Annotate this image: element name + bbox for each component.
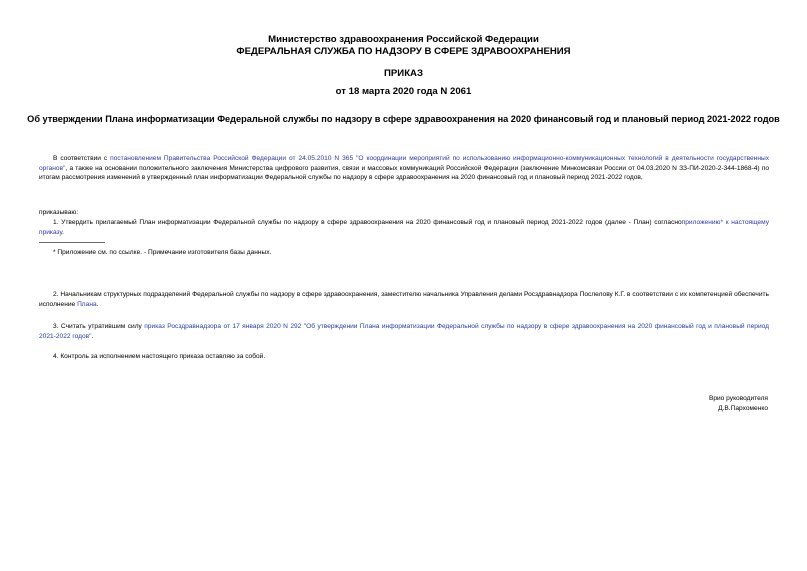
ministry-name: Министерство здравоохранения Российской Федерации	[268, 34, 539, 45]
item-2-text: 2. Начальникам структурных подразделений Федеральной службы по надзору в сфере здравоохранения, заместителю начальника Управления делами Росздравнадзора Послелову К.Г. в соответствии с их компетенцией обеспечить исполнение	[39, 291, 769, 308]
item-1-suffix: .	[62, 228, 64, 236]
paragraph-item-2	[39, 290, 769, 309]
preamble-suffix: , а также на основании положительного заключения Министерства цифрового развития, связи и массовых коммуникаций Российской Федерации (заключение Минкомсвязи России от 04.03.2020 N ЗЗ-ПИ-2020-2-344-1868-4) по итогам рассмотрения изменений в утвержденный план информатизации Федеральной службы по надзору в сфере здравоохранения на 2020 финансовый год и плановый период 2021-2022 годов,	[39, 164, 769, 182]
document-type: ПРИКАЗ	[384, 68, 423, 79]
document-title: Об утверждении Плана информатизации Федеральной службы по надзору в сфере здравоохранения на 2020 финансовый год и плановый период 2021-2022 годов	[27, 114, 780, 124]
item-3-suffix: .	[91, 332, 94, 340]
plan-link[interactable]: Плана	[77, 300, 97, 308]
item-2-suffix: .	[96, 300, 99, 308]
order-word: приказываю:	[39, 209, 79, 216]
item-1-text: 1. Утвердить прилагаемый План информатизации Федеральной службы по надзору в сфере здравоохранения на 2020 финансовый год и плановый период 2021-2022 годов (далее - План) согласно	[53, 219, 682, 226]
footnote: * Приложение см. по ссылке. - Примечание изготовителя базы данных.	[53, 249, 272, 256]
paragraph-item-1	[39, 218, 769, 237]
appendix-link[interactable]: приложению* к настоящему приказу	[39, 219, 770, 236]
paragraph-item-3	[39, 322, 769, 341]
signature-position: Врио руководителя	[708, 395, 768, 402]
service-name: ФЕДЕРАЛЬНАЯ СЛУЖБА ПО НАДЗОРУ В СФЕРЕ ЗДРАВООХРАНЕНИЯ	[236, 46, 571, 57]
resolution-link[interactable]: постановлением Правительства Российской Федерации от 24.05.2010 N 365 "О координации мероприятий по использованию информационно-коммуникационных технологий в деятельности государственных органов"	[39, 155, 769, 172]
item-3-text: 3. Считать утратившим силу	[53, 323, 145, 330]
preamble-prefix: В соответствии с	[53, 155, 111, 162]
signature-name: Д.В.Пархоменко	[718, 405, 768, 412]
previous-order-link[interactable]: приказ Росздравнадзора от 17 января 2020 N 292 "Об утверждении Плана информатизации Федеральной службы по надзору в сфере здравоохранения на 2020 финансовый год и плановый период 2021-2022 годов"	[39, 323, 769, 340]
document-date-number: от 18 марта 2020 года N 2061	[335, 86, 472, 97]
footnote-divider	[39, 242, 105, 243]
paragraph-preamble	[39, 154, 769, 183]
paragraph-item-4: 4. Контроль за исполнением настоящего приказа оставляю за собой.	[53, 353, 266, 360]
